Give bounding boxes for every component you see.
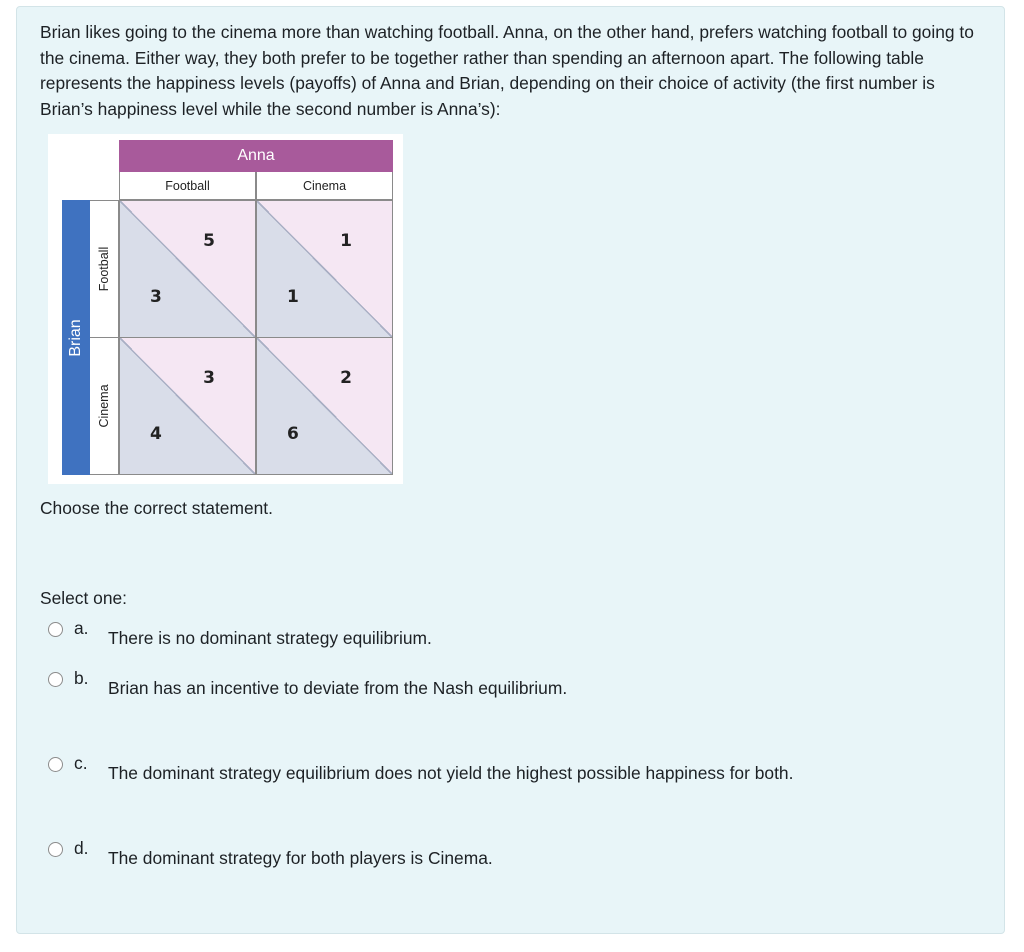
brian-payoff: 6 bbox=[287, 424, 299, 444]
option-letter: d. bbox=[74, 838, 89, 858]
radio-button-a[interactable] bbox=[48, 622, 63, 637]
question-text: Brian likes going to the cinema more than watching football. Anna, on the other hand, prefers watching football to going to the cinema. Either way, they both prefer to be together rather than spending an afternoon apart. The following table represents the happiness levels (payoffs) of Anna and Brian, depending on their choice of activity (the first number is Brian’s happiness level while the second number is Anna’s): bbox=[40, 22, 974, 119]
option-text[interactable]: Brian has an incentive to deviate from the Nash equilibrium. bbox=[108, 678, 568, 698]
anna-payoff: 1 bbox=[340, 231, 352, 251]
question-prompt: Choose the correct statement. bbox=[40, 498, 273, 518]
brian-payoff: 3 bbox=[150, 287, 162, 307]
cell-football-football bbox=[119, 200, 256, 338]
row-strategy-football-label: Football bbox=[97, 246, 111, 292]
cell-cinema-football bbox=[119, 337, 256, 475]
radio-button-c[interactable] bbox=[48, 757, 63, 772]
option-letter: a. bbox=[74, 618, 89, 638]
option-text[interactable]: The dominant strategy equilibrium does not yield the highest possible happiness for both. bbox=[108, 763, 794, 783]
option-letter: c. bbox=[74, 753, 88, 773]
brian-payoff: 1 bbox=[287, 287, 299, 307]
anna-payoff: 5 bbox=[203, 231, 215, 251]
cell-cinema-cinema bbox=[256, 337, 393, 475]
row-strategy-football bbox=[90, 200, 119, 338]
option-letter: b. bbox=[74, 668, 89, 688]
brian-payoff: 4 bbox=[150, 424, 162, 444]
cell-football-cinema bbox=[256, 200, 393, 338]
column-strategy-football: Football bbox=[119, 172, 256, 200]
row-player-label: Brian bbox=[67, 318, 84, 357]
select-one-label: Select one: bbox=[40, 588, 128, 608]
column-strategy-cinema: Cinema bbox=[256, 172, 393, 200]
row-strategy-cinema-label: Cinema bbox=[97, 384, 111, 428]
column-player-header: Anna bbox=[119, 140, 393, 172]
anna-payoff: 2 bbox=[340, 368, 352, 388]
row-strategy-cinema bbox=[90, 337, 119, 475]
radio-button-d[interactable] bbox=[48, 842, 63, 857]
anna-payoff: 3 bbox=[203, 368, 215, 388]
row-player-header bbox=[62, 200, 90, 475]
radio-button-b[interactable] bbox=[48, 672, 63, 687]
option-text[interactable]: There is no dominant strategy equilibrium. bbox=[108, 628, 432, 648]
option-text[interactable]: The dominant strategy for both players is Cinema. bbox=[108, 848, 493, 868]
payoff-matrix-figure bbox=[48, 134, 403, 484]
